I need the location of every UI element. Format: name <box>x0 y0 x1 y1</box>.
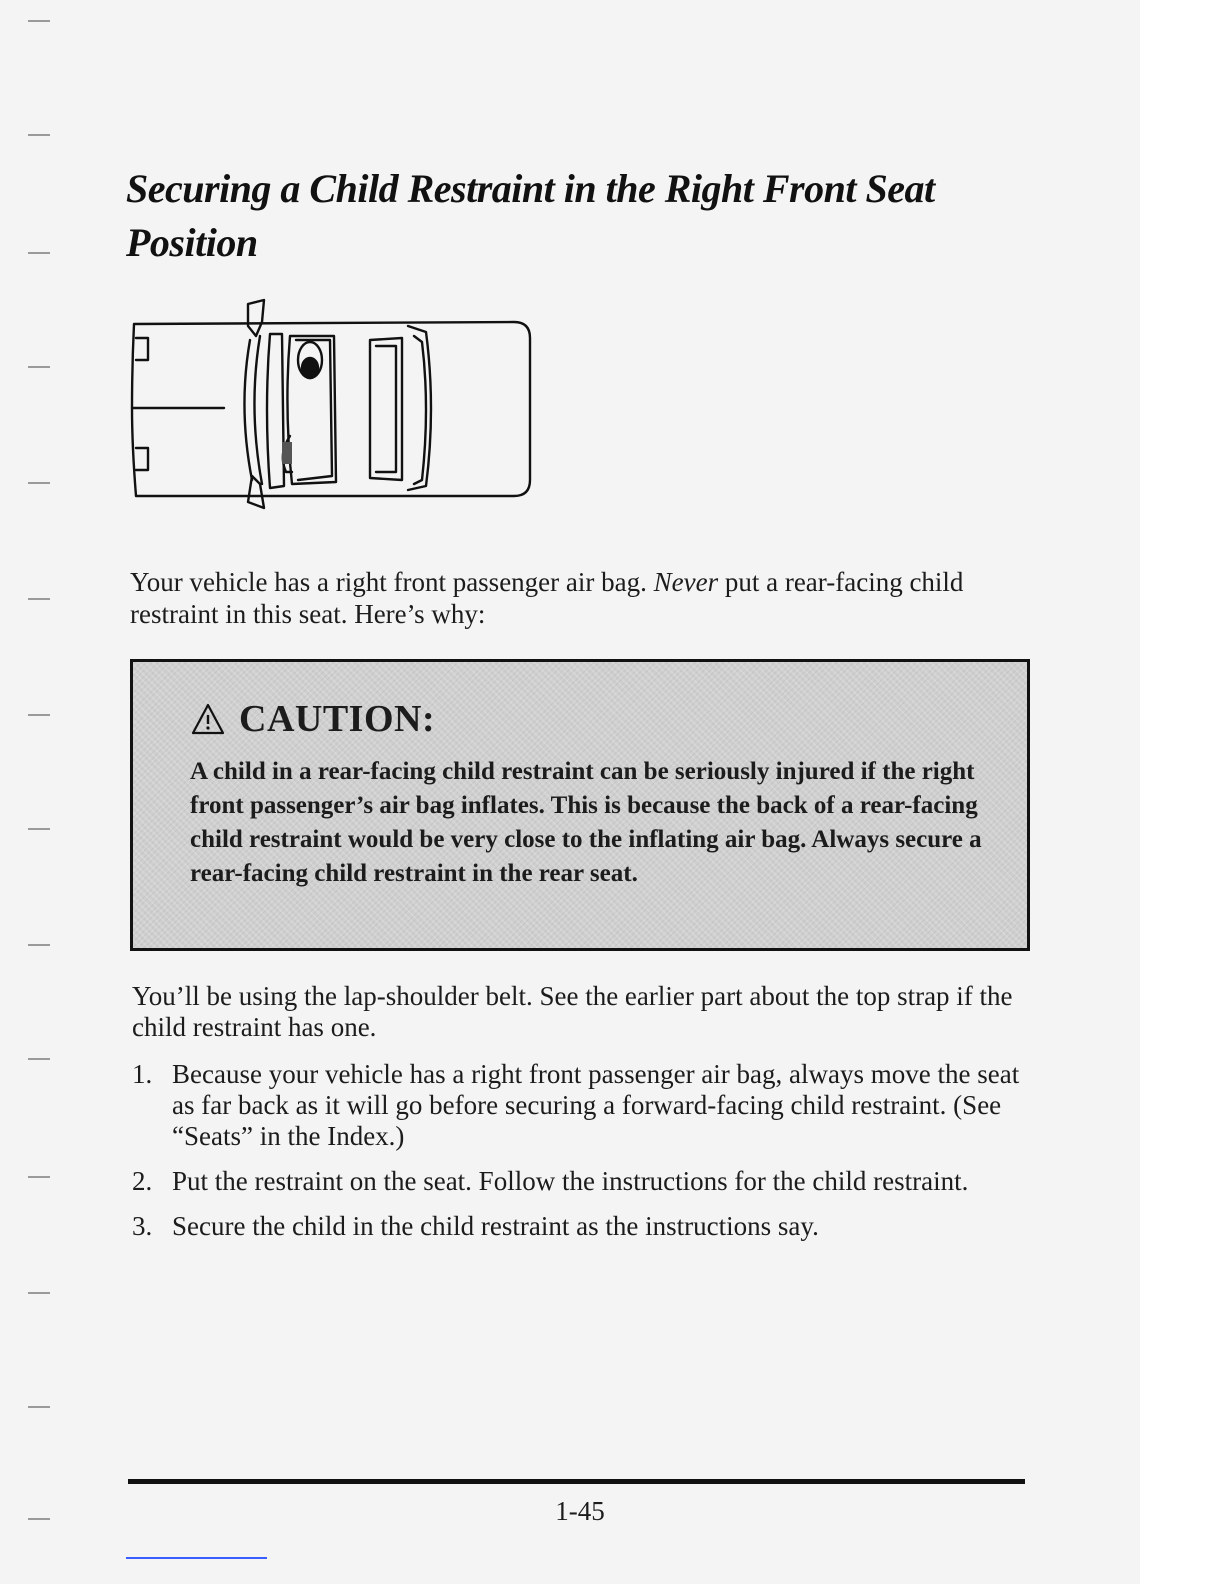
margin-tick <box>28 1058 50 1060</box>
margin-tick <box>28 1406 50 1408</box>
margin-tick <box>28 714 50 716</box>
margin-tick <box>28 598 50 600</box>
belt-paragraph: You’ll be using the lap-shoulder belt. See the earlier part about the top strap if the child restraint has one. <box>132 981 1013 1042</box>
step-number: 3. <box>132 1211 153 1241</box>
intro-paragraph <box>130 566 1030 630</box>
scan-edge-line <box>126 1557 267 1559</box>
intro-emphasis: Never <box>653 567 719 597</box>
caution-text: A child in a rear-facing child restraint can be seriously injured if the right front passenger’s air bag inflates. This is because the back of a rear-facing child restraint would be very close to the inflating air bag. Always secure a rear-facing child restraint in the rear seat. <box>190 758 982 887</box>
section-title: Securing a Child Restraint in the Right Front Seat Position <box>126 166 935 265</box>
vehicle-top-view-illustration <box>126 296 538 516</box>
step-text: Put the restraint on the seat. Follow the instructions for the child restraint. <box>172 1166 969 1196</box>
step-number: 1. <box>132 1059 153 1089</box>
footer-rule <box>128 1479 1025 1484</box>
margin-tick <box>28 1518 50 1520</box>
step-text: Because your vehicle has a right front passenger air bag, always move the seat as far back as it will go before securing a forward-facing child restraint. (See “Seats” in the Index.) <box>172 1059 1020 1151</box>
list-item <box>132 1059 1032 1152</box>
margin-tick <box>28 828 50 830</box>
margin-tick <box>28 252 50 254</box>
margin-tick <box>28 1176 50 1178</box>
caution-heading: CAUTION: <box>239 698 436 740</box>
list-item <box>132 1166 1032 1197</box>
margin-tick <box>28 366 50 368</box>
margin-tick <box>28 1292 50 1294</box>
page-number: 1-45 <box>555 1496 605 1526</box>
margin-tick <box>28 944 50 946</box>
margin-tick <box>28 482 50 484</box>
margin-tick <box>28 134 50 136</box>
intro-text-start: Your vehicle has a right front passenger air bag. <box>130 567 654 597</box>
warning-triangle-icon <box>191 703 225 735</box>
step-number: 2. <box>132 1166 153 1196</box>
margin-tick <box>28 20 50 22</box>
steps-list <box>132 1059 1032 1256</box>
list-item <box>132 1211 1032 1242</box>
caution-box <box>130 659 1030 951</box>
caution-header <box>191 694 435 744</box>
intro-text-end: put a rear-facing child restraint in this seat. Here’s why: <box>130 567 964 629</box>
step-text: Secure the child in the child restraint as the instructions say. <box>172 1211 819 1241</box>
